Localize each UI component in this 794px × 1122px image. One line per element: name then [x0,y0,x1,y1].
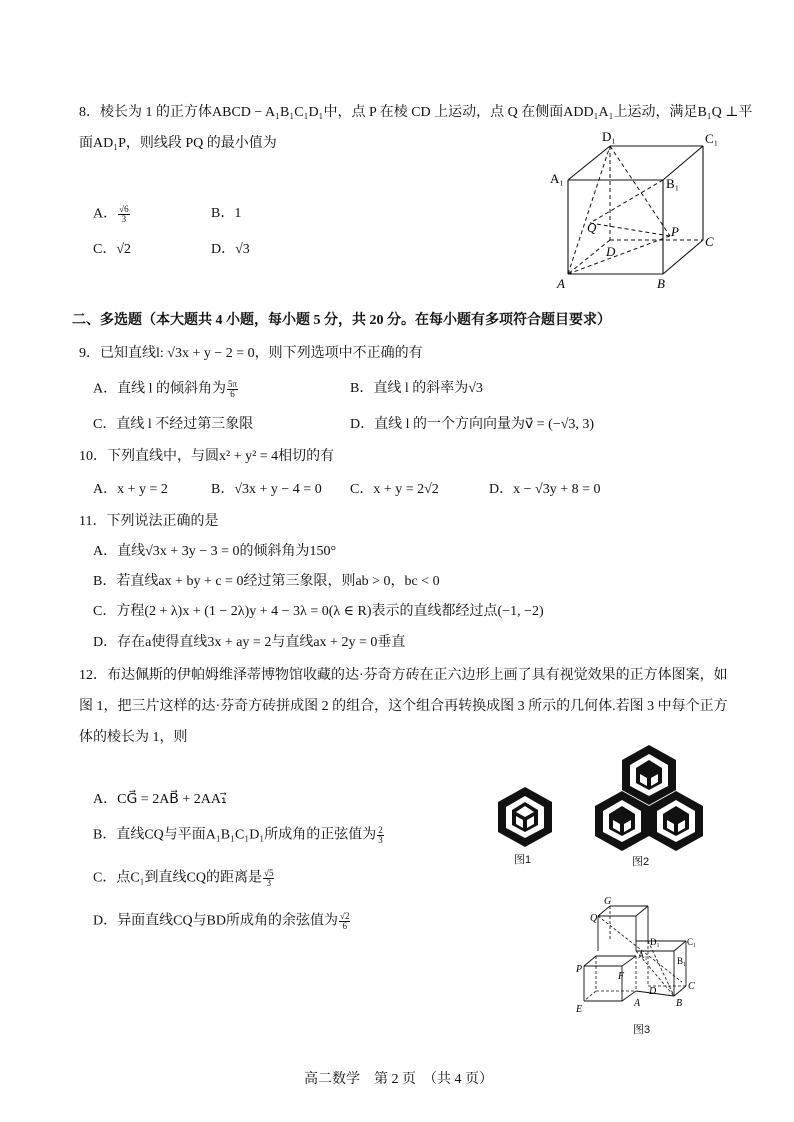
q12-option-c-fraction: $\frac{√5}{3}$ [264,868,274,888]
q12-option-d-fraction: $\frac{√2}{6}$ [340,911,350,931]
q12-stem-line1: 12．布达佩斯的伊帕姆维泽蒂博物馆收藏的达·芬奇方砖在正六边形上画了具有视觉效果的正方体图案，如 [79,668,728,683]
label-b: B [657,276,665,291]
q9-stem: 9．已知直线l: √3x + y − 2 = 0，则下列选项中不正确的有 [79,346,423,361]
q9-option-c: C．直线 l 不经过第三象限 [93,417,254,432]
fig3-label-b: B [676,998,683,1009]
q10-stem: 10．下列直线中，与圆x² + y² = 4相切的有 [79,449,335,464]
label-a1: A₁ [550,171,564,186]
fig3-label-d: D [649,986,657,997]
label-d: D [606,244,616,259]
q10-option-d: D．x − √3y + 8 = 0 [489,482,601,497]
q11-option-d: D．存在a使得直线3x + ay = 2与直线ax + 2y = 0垂直 [93,635,406,650]
q8-option-a-fraction: $\frac{√6}{3}$ [119,204,129,224]
label-c: C [705,234,714,249]
q9-option-b: B．直线 l 的斜率为√3 [350,381,483,396]
fig3-label-a1: A₁ [638,950,648,960]
q12-stem-line2: 图 1，把三片这样的达·芬奇方砖拼成图 2 的组合，这个组合再转换成图 3 所示的几何体.若图 3 中每个正方 [79,699,728,714]
figure-2-tiles [584,744,714,854]
q11-option-c: C．方程(2 + λ)x + (1 − 2λ)y + 4 − 3λ = 0(λ ∈ R)表示的直线都经过点(−1, −2) [93,604,544,619]
fig3-label-b1: B₁ [677,956,687,966]
fig3-label-c: C [688,981,695,992]
fig3-label-d1: D₁ [650,937,660,947]
label-a: A [557,276,565,291]
q8-option-b: B．1 [211,206,242,221]
q9-option-d: D．直线 l 的一个方向向量为v⃗ = (−√3, 3) [350,417,595,432]
q12-option-b-fraction: $\frac{2}{3}$ [378,825,383,845]
q8-cube-figure [545,128,725,293]
q8-option-c: C．√2 [93,242,132,257]
q8-stem-line2: 面AD₁P，则线段 PQ 的最小值为 [79,136,277,151]
q10-option-a: A．x + y = 2 [93,482,168,497]
q11-option-b: B．若直线ax + by + c = 0经过第三象限，则ab > 0，bc < 0 [93,574,440,589]
q8-option-a: A． $\frac{√6}{3}$ [93,204,129,224]
figure-1-caption: 图1 [514,854,532,866]
q11-option-a: A．直线√3x + 3y − 3 = 0的倾斜角为150° [93,544,337,559]
fig3-label-e: E [576,1004,583,1015]
figure-3-cubes [574,894,714,1019]
q8-stem-line1: 8．棱长为 1 的正方体ABCD − A₁B₁C₁D₁中，点 P 在棱 CD 上运动，点 Q 在侧面ADD₁A₁上运动，满足B₁Q ⊥平 [79,105,753,120]
fig3-label-g: G [604,896,612,907]
label-p: P [671,224,679,239]
q9-option-a-fraction: $\frac{5\pi}{6}$ [228,379,238,399]
fig3-label-c1: C₁ [687,937,697,947]
fig3-label-f: F [618,971,625,982]
figure-3-caption: 图3 [633,1024,651,1036]
q11-stem: 11．下列说法正确的是 [79,514,219,529]
q10-option-b: B．√3x + y − 4 = 0 [211,482,322,497]
q12-option-d: D．异面直线CQ与BD所成角的余弦值为 $\frac{√2}{6}$ [93,911,350,931]
q8-option-d: D．√3 [211,242,250,257]
page-footer: 高二数学 第 2 页 （共 4 页） [304,1072,493,1087]
q10-option-c: C．x + y = 2√2 [350,482,439,497]
fig3-label-p: P [576,964,583,975]
figure-2-caption: 图2 [632,856,650,868]
label-q: Q [587,220,597,235]
q9-option-a: A．直线 l 的倾斜角为 $\frac{5\pi}{6}$ [93,379,238,399]
label-c1: C₁ [705,131,719,146]
figure-1-tile [494,786,556,848]
q12-option-a: A．CG⃗ = 2AB⃗ + 2AA₁⃗ [93,792,227,807]
fig3-label-q: Q [590,913,598,924]
fig3-label-a: A [634,998,641,1009]
section-title: 二、多选题（本大题共 4 小题，每小题 5 分，共 20 分。在每小题有多项符合题目要求） [72,313,611,328]
q12-option-b: B．直线CQ与平面A₁B₁C₁D₁所成角的正弦值为 $\frac{2}{3}$ [93,825,383,845]
label-b1: B₁ [666,176,680,191]
q12-option-c: C．点C₁到直线CQ的距离是 $\frac{√5}{3}$ [93,868,274,888]
q12-stem-line3: 体的棱长为 1，则 [79,730,188,745]
label-d1: D₁ [602,129,616,144]
